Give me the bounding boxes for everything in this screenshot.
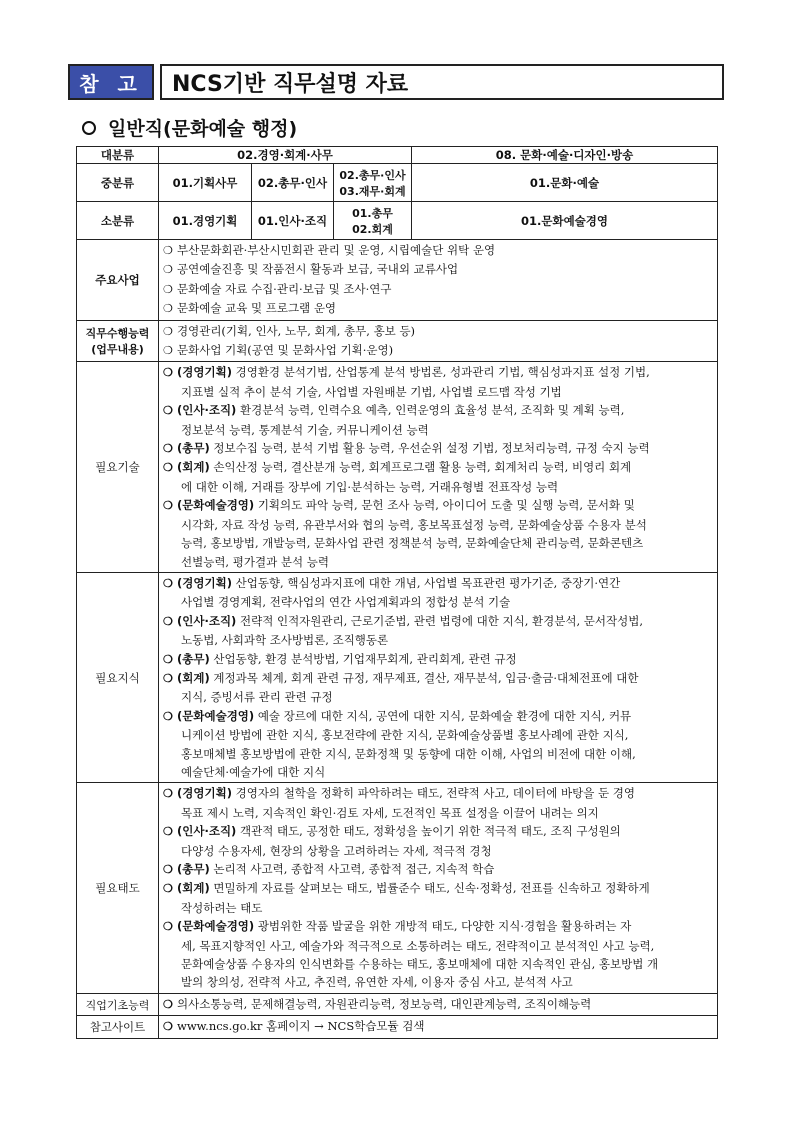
list-item [163, 458, 713, 477]
main-business-list [159, 240, 718, 321]
filled-circle-bullet-icon: ❍ [163, 499, 173, 513]
item-text: 정보분석 능력, 통계분석 기술, 커뮤니케이션 능력 [181, 422, 429, 437]
list-item [163, 553, 713, 571]
item-text: 에 대한 이해, 거래를 장부에 기입·분석하는 능력, 거래유형별 전표작성 능력 [181, 479, 559, 494]
item-text: 광범위한 작품 발굴을 위한 개방적 태도, 다양한 지식·경험을 활용하려는 자 [257, 919, 632, 934]
list-item [163, 973, 713, 991]
list-item [163, 534, 713, 552]
item-text: 발의 창의성, 전략적 사고, 추진력, 유연한 자세, 이용자 중심 사고, 분석적 사고 [181, 975, 573, 990]
item-text: 기획의도 파악 능력, 문헌 조사 능력, 아이디어 도출 및 실행 능력, 문서화 및 [257, 498, 635, 513]
list-item [163, 401, 713, 420]
filled-circle-bullet-icon: ❍ [163, 787, 173, 801]
category-label: (경영기획) [177, 786, 232, 801]
list-item [163, 879, 713, 898]
title-bar [68, 64, 724, 100]
major-b: 08. 문화·예술·디자인·방송 [412, 147, 718, 164]
filled-circle-bullet-icon: ❍ [163, 442, 173, 456]
list-item [163, 707, 713, 726]
list-item [163, 899, 713, 917]
major-label: 대분류 [77, 147, 159, 164]
category-label: (문화예술경영) [177, 498, 255, 513]
minor-a3-line2: 02.회계 [352, 222, 393, 236]
list-item [163, 804, 713, 822]
filled-circle-bullet-icon: ❍ [163, 825, 173, 839]
filled-circle-bullet-icon: ❍ [163, 863, 173, 876]
list-item [163, 917, 713, 936]
circle-bullet-icon: ❍ [163, 282, 173, 296]
item-text: 노동법, 사회과학 조사방법론, 조직행동론 [181, 633, 389, 648]
list-item [163, 574, 713, 593]
item-text: 지식, 증빙서류 관리 관련 규정 [181, 690, 333, 705]
middle-b: 01.문화·예술 [412, 164, 718, 202]
list-item [163, 496, 713, 515]
item-text: 정보수집 능력, 분석 기법 활용 능력, 우선순위 설정 기법, 정보처리능력, 규정 숙지 능력 [213, 441, 650, 456]
item-text: 세, 목표지향적인 사고, 예술가와 적극적으로 소통하려는 태도, 전략적이고 분석적인 사고 능력, [181, 938, 655, 953]
major-a: 02.경영·회계·사무 [159, 147, 412, 164]
item-text: 시각화, 자료 작성 능력, 유관부서와 협의 능력, 홍보목표설정 능력, 문화예술상품 수용자 분석 [181, 517, 647, 532]
list-item [163, 726, 713, 744]
circle-bullet-icon: ❍ [163, 344, 173, 358]
main-business-label: 주요사업 [77, 240, 159, 321]
minor-a3 [334, 202, 412, 240]
list-item [163, 745, 713, 763]
item-text: 면밀하게 자료를 살펴보는 태도, 법률준수 태도, 신속·정확성, 전표를 신속하고 정확하게 [213, 881, 650, 896]
item-text: 예술단체·예술가에 대한 지식 [181, 764, 326, 779]
list-item: ❍ 공연예술진흥 및 작품전시 활동과 보급, 국내외 교류사업 [163, 260, 713, 279]
job-description-table [76, 146, 718, 1039]
list-item [163, 669, 713, 688]
reference-tag: 참 고 [68, 64, 154, 100]
item-text: 작성하려는 태도 [181, 900, 263, 915]
middle-a3-line1: 02.총무·인사 [339, 168, 406, 182]
item-text: 다양성 수용자세, 현장의 상황을 고려하려는 자세, 적극적 경청 [181, 843, 492, 858]
item-text: 선별능력, 평가결과 분석 능력 [181, 554, 329, 569]
category-label: (경영기획) [177, 575, 232, 590]
knowledge-list [159, 572, 718, 782]
list-item: ❍ 문화사업 기획(공연 및 문화사업 기획·운영) [163, 341, 713, 360]
list-item [163, 421, 713, 439]
list-item: ❍ 경영관리(기획, 인사, 노무, 회계, 총무, 홍보 등) [163, 322, 713, 341]
middle-a3-line2: 03.재무·회계 [339, 184, 406, 198]
minor-a2: 01.인사·조직 [252, 202, 334, 240]
item-text: 논리적 사고력, 종합적 사고력, 종합적 접근, 지속적 학습 [213, 862, 495, 876]
item-text: 전략적 인적자원관리, 근로기준법, 관련 법령에 대한 지식, 환경분석, 문서작성법, [239, 613, 643, 628]
item-text: 경영자의 철학을 정확히 파악하려는 태도, 전략적 사고, 데이터에 바탕을 둔 경영 [235, 786, 635, 801]
item-text: 문화예술상품 수용자의 인식변화를 수용하는 태도, 홍보매체에 대한 지속적인 관심, 홍보방법 개 [181, 957, 659, 972]
middle-a2: 02.총무·인사 [252, 164, 334, 202]
item-text: 산업동향, 환경 분석방법, 기업재무회계, 관리회계, 관련 규정 [213, 651, 517, 666]
reference-site-label: 참고사이트 [77, 1016, 159, 1038]
duty-label [77, 320, 159, 362]
section-heading [82, 114, 297, 141]
minor-a1: 01.경영기획 [159, 202, 252, 240]
filled-circle-bullet-icon: ❍ [163, 882, 173, 896]
category-label: (문화예술경영) [177, 708, 255, 723]
filled-circle-bullet-icon: ❍ [163, 709, 173, 723]
attitude-list [159, 783, 718, 993]
category-label: (문화예술경영) [177, 919, 255, 934]
item-text: 예술 장르에 대한 지식, 공연에 대한 지식, 문화예술 환경에 대한 지식, 커뮤 [257, 708, 632, 723]
skills-list [159, 362, 718, 572]
category-label: (총무) [177, 862, 210, 876]
list-item [163, 363, 713, 382]
list-item [163, 688, 713, 706]
filled-circle-bullet-icon: ❍ [163, 997, 173, 1011]
item-text: 경영환경 분석기법, 산업통계 분석 방법론, 성과관리 기법, 핵심성과지표 설정 기법, [235, 365, 650, 380]
item-text: 산업동향, 핵심성과지표에 대한 개념, 사업별 목표관련 평가기준, 중장기·연간 [235, 575, 621, 590]
category-label: (인사·조직) [177, 824, 237, 839]
filled-circle-bullet-icon: ❍ [163, 576, 173, 590]
list-item [163, 516, 713, 534]
list-item [163, 650, 713, 669]
duty-label-line1: 직무수행능력 [85, 327, 150, 341]
category-label: (경영기획) [177, 365, 232, 380]
circle-bullet-icon: ❍ [163, 263, 173, 277]
basic-ability: ❍ 의사소통능력, 문제해결능력, 자원관리능력, 정보능력, 대인관계능력, 조직이해능력 [159, 993, 718, 1015]
list-item [163, 593, 713, 611]
minor-label: 소분류 [77, 202, 159, 240]
category-label: (회계) [177, 460, 210, 475]
filled-circle-bullet-icon: ❍ [163, 652, 173, 666]
filled-circle-bullet-icon: ❍ [163, 614, 173, 628]
filled-circle-bullet-icon: ❍ [163, 920, 173, 934]
list-item [163, 478, 713, 496]
item-text: 목표 제시 노력, 지속적인 확인·검토 자세, 도전적인 목표 설정을 이끌어 내려는 의지 [181, 805, 599, 820]
circle-bullet-icon: ❍ [163, 324, 173, 338]
section-title: 일반직(문화예술 행정) [108, 118, 298, 140]
list-item [163, 842, 713, 860]
filled-circle-bullet-icon: ❍ [163, 404, 173, 418]
circle-bullet-icon [82, 121, 96, 135]
list-item [163, 612, 713, 631]
filled-circle-bullet-icon: ❍ [163, 366, 173, 380]
document-title: NCS기반 직무설명 자료 [160, 64, 724, 100]
list-item [163, 383, 713, 401]
item-text: 지표별 실적 추이 분석 기술, 사업별 자원배분 기법, 사업별 로드맵 작성 기법 [181, 384, 562, 399]
list-item: ❍ 문화예술 교육 및 프로그램 운영 [163, 299, 713, 318]
knowledge-label: 필요지식 [77, 572, 159, 782]
skills-label: 필요기술 [77, 362, 159, 572]
filled-circle-bullet-icon: ❍ [163, 671, 173, 685]
filled-circle-bullet-icon: ❍ [163, 461, 173, 475]
category-label: (총무) [177, 651, 210, 666]
item-text: 사업별 경영계획, 전략사업의 연간 사업계획과의 정합성 분석 기술 [181, 595, 511, 610]
duty-list [159, 320, 718, 362]
category-label: (총무) [177, 441, 210, 456]
item-text: 환경분석 능력, 인력수요 예측, 인력운영의 효율성 분석, 조직화 및 계획 능력, [239, 403, 625, 418]
middle-a1: 01.기획사무 [159, 164, 252, 202]
list-item: ❍ 부산문화회관·부산시민회관 관리 및 운영, 시립예술단 위탁 운영 [163, 241, 713, 260]
item-text: 니케이션 방법에 관한 지식, 홍보전략에 관한 지식, 문화예술상품별 홍보사례에 관한 지식, [181, 728, 629, 743]
reference-site: ❍ www.ncs.go.kr 홈페이지 → NCS학습모듈 검색 [159, 1016, 718, 1038]
item-text: 손익산정 능력, 결산분개 능력, 회계프로그램 활용 능력, 회계처리 능력, 비영리 회계 [213, 460, 632, 475]
category-label: (회계) [177, 881, 210, 896]
category-label: (인사·조직) [177, 403, 237, 418]
category-label: (인사·조직) [177, 613, 237, 628]
item-text: 홍보매체별 홍보방법에 관한 지식, 문화정책 및 동향에 대한 이해, 사업의 비전에 대한 이해, [181, 746, 636, 761]
list-item [163, 860, 713, 879]
category-label: (회계) [177, 670, 210, 685]
attitude-label: 필요태도 [77, 783, 159, 993]
list-item: ❍ 문화예술 자료 수집·관리·보급 및 조사·연구 [163, 280, 713, 299]
list-item [163, 763, 713, 781]
circle-bullet-icon: ❍ [163, 244, 173, 257]
minor-a3-line1: 01.총무 [352, 206, 393, 220]
circle-bullet-icon: ❍ [163, 302, 173, 316]
basic-ability-label: 직업기초능력 [77, 993, 159, 1015]
list-item [163, 955, 713, 973]
list-item [163, 631, 713, 649]
middle-label: 중분류 [77, 164, 159, 202]
list-item [163, 937, 713, 955]
duty-label-line2: (업무내용) [91, 343, 144, 357]
filled-circle-bullet-icon: ❍ [163, 1020, 173, 1034]
list-item [163, 822, 713, 841]
list-item [163, 784, 713, 803]
minor-b: 01.문화예술경영 [412, 202, 718, 240]
list-item [163, 439, 713, 458]
item-text: 계정과목 체계, 회계 관련 규정, 재무제표, 결산, 재무분석, 입금·출금·대체전표에 대한 [213, 670, 639, 685]
item-text: 객관적 태도, 공정한 태도, 정확성을 높이기 위한 적극적 태도, 조직 구성원의 [239, 824, 621, 839]
middle-a3 [334, 164, 412, 202]
item-text: 능력, 홍보방법, 개발능력, 문화사업 관련 정책분석 능력, 문화예술단체 관리능력, 문화콘텐츠 [181, 536, 644, 551]
